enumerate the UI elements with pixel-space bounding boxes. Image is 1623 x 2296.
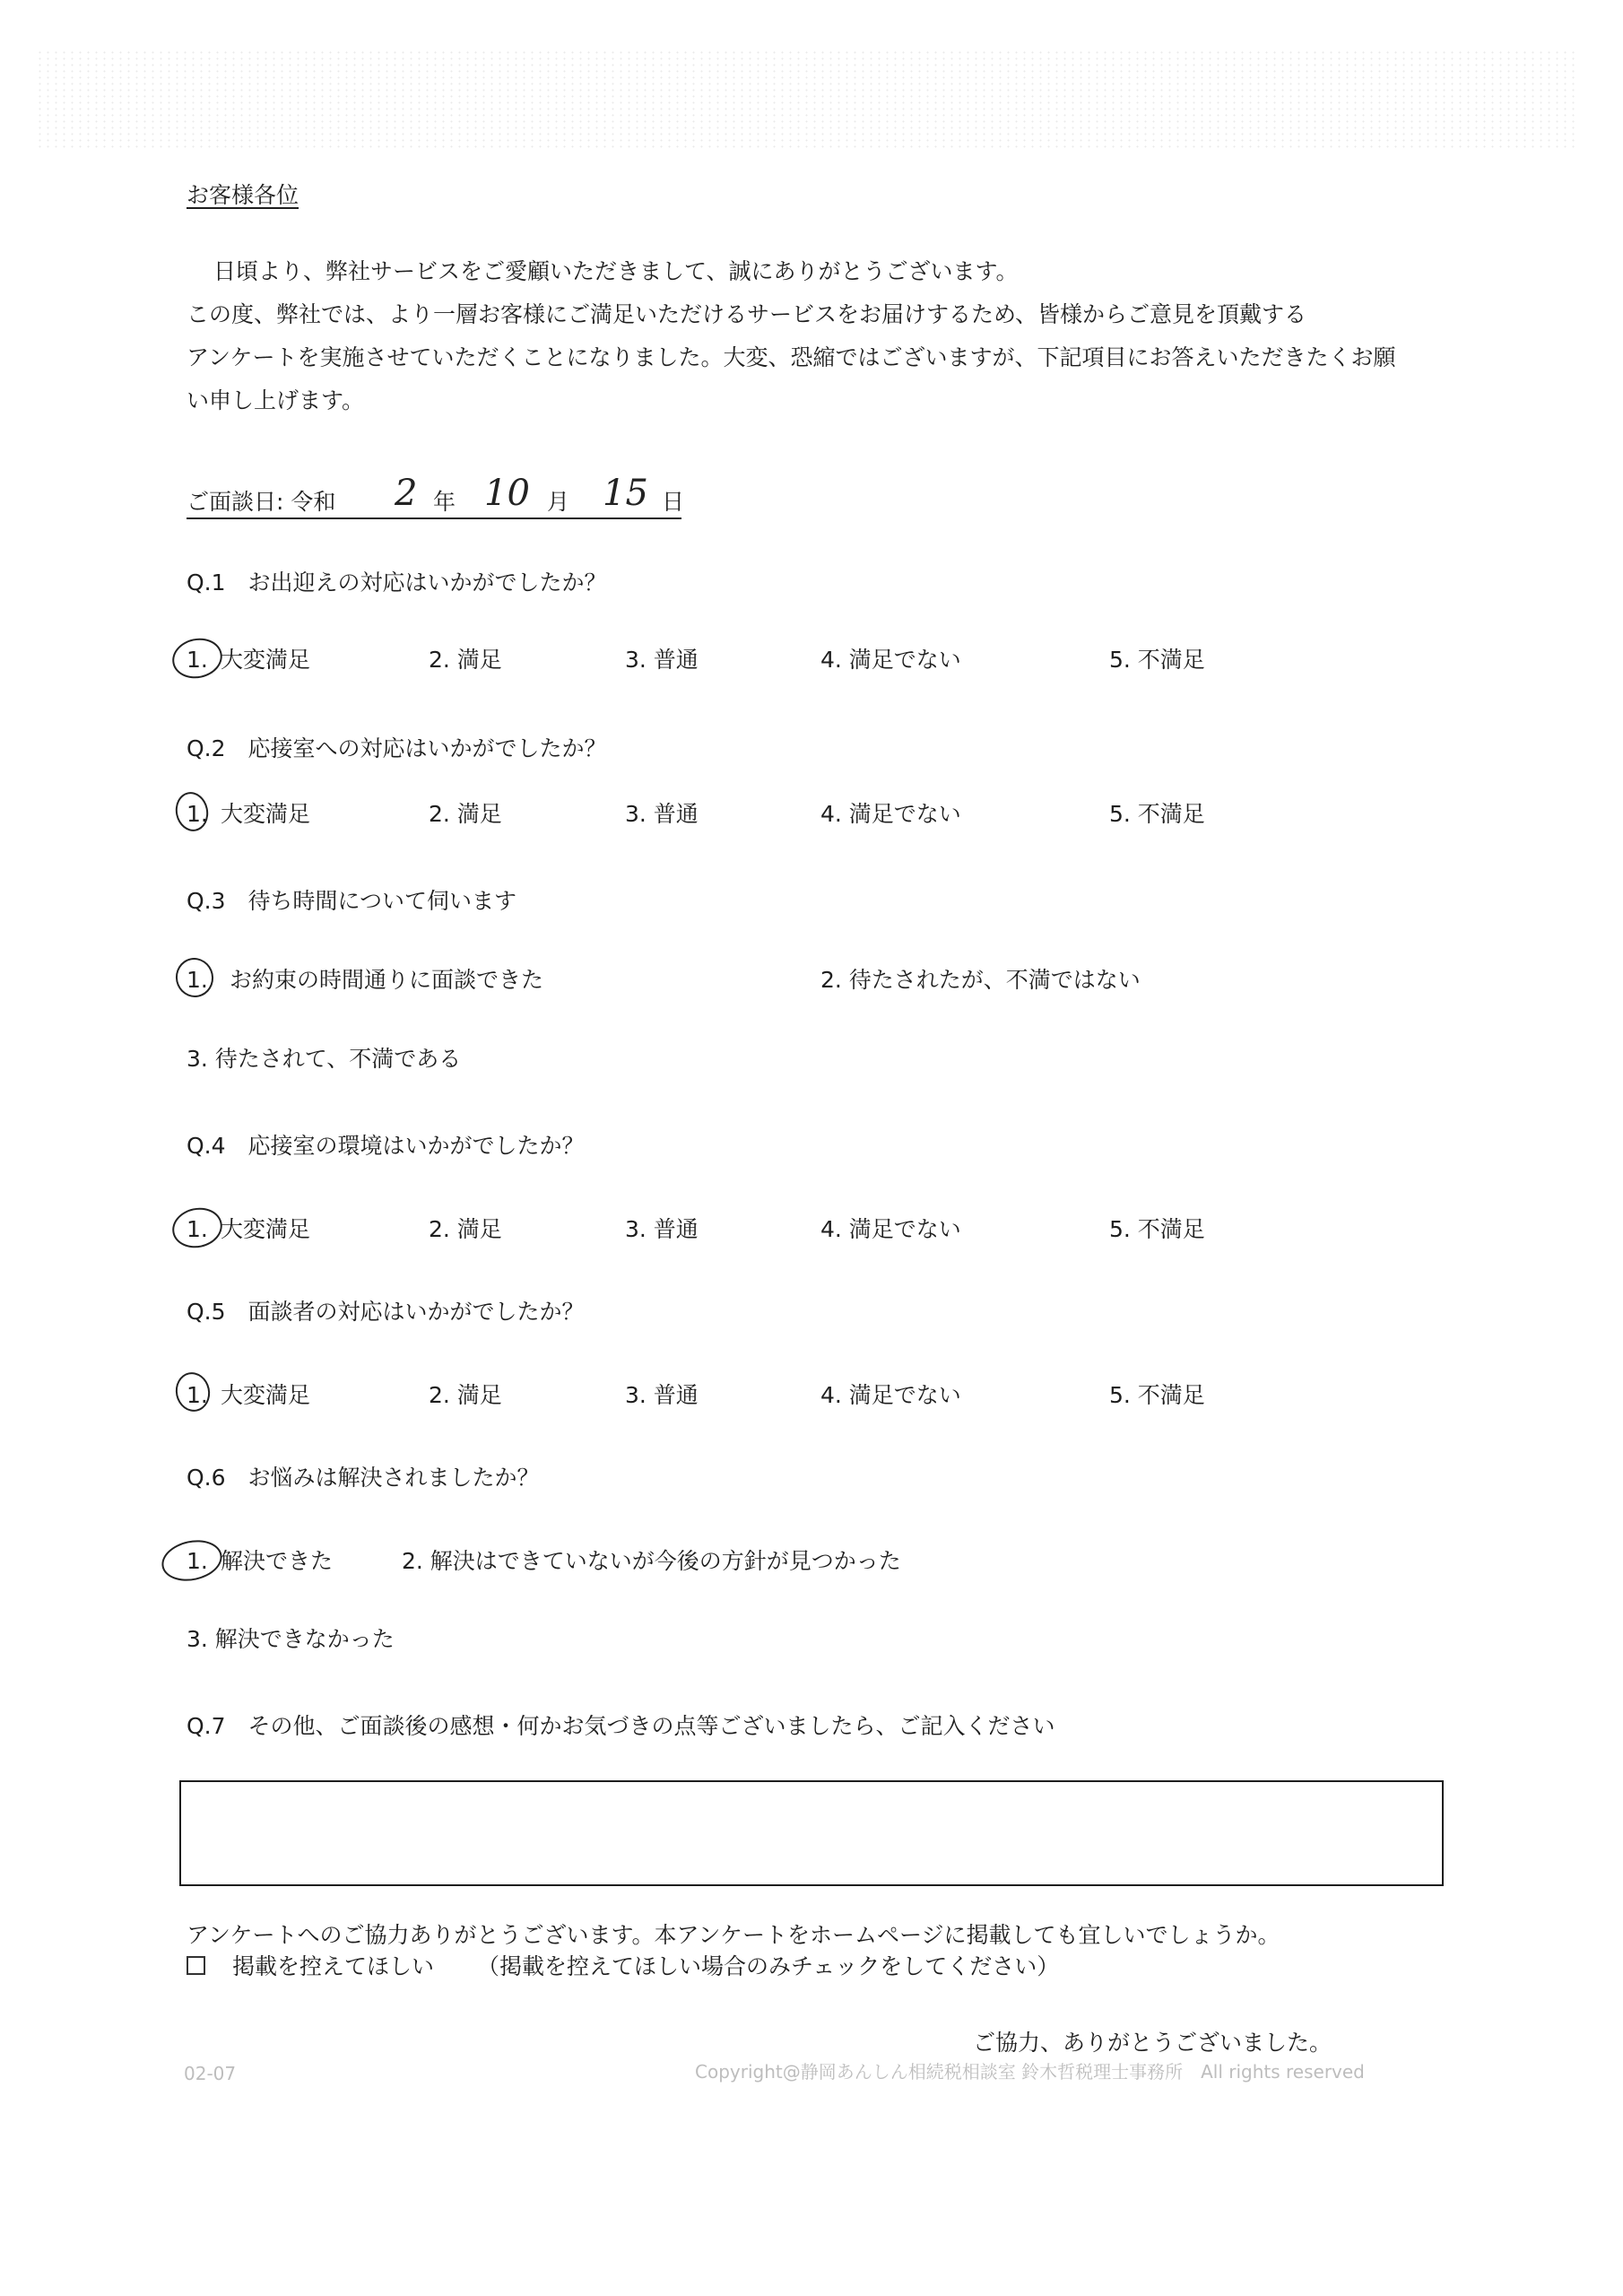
question-title: Q.3 待ち時間について伺います [187, 888, 517, 914]
q5-option-5[interactable]: 5. 不満足 [1109, 1382, 1205, 1408]
q4-option-5[interactable]: 5. 不満足 [1109, 1216, 1205, 1242]
greeting: お客様各位 [187, 182, 299, 208]
q4-option-3[interactable]: 3. 普通 [625, 1216, 699, 1242]
q5-option-1[interactable]: 大変満足 [221, 1382, 311, 1408]
question-title: Q.2 応接室への対応はいかがでしたか？ [187, 735, 607, 761]
publish-checkbox-label[interactable]: 掲載を控えてほしい [232, 1953, 435, 1979]
date-month-unit: 月 [547, 489, 570, 515]
q3-option-3[interactable]: 3. 待たされて、不満である [187, 1046, 462, 1072]
q1-option-3[interactable]: 3. 普通 [625, 647, 699, 673]
q5-option-4[interactable]: 4. 満足でない [820, 1382, 961, 1408]
q2-option-1[interactable]: 大変満足 [221, 801, 311, 827]
q1-option-4[interactable]: 4. 満足でない [820, 647, 961, 673]
question-title: Q.4 応接室の環境はいかがでしたか？ [187, 1133, 585, 1159]
comment-box[interactable] [179, 1780, 1444, 1886]
publish-question: アンケートへのご協力ありがとうございます。本アンケートをホームページに掲載しても宜しいでしょうか。 [187, 1922, 1280, 1948]
q2-option-4[interactable]: 4. 満足でない [820, 801, 961, 827]
q6-option-2[interactable]: 2. 解決はできていないが今後の方針が見つかった [402, 1548, 901, 1574]
date-year-unit: 年 [433, 489, 456, 515]
date-month-value[interactable]: 10 [484, 473, 530, 514]
q6-option-1[interactable]: 解決できた [221, 1548, 334, 1574]
q3-option-1-number[interactable]: 1. [187, 967, 208, 993]
publish-checkbox-row [187, 1955, 1059, 1978]
copyright: Copyright@静岡あんしん相続税相談室 鈴木哲税理士事務所 All rights reserved [695, 2061, 1365, 2083]
date-year-value[interactable]: 2 [395, 473, 418, 514]
q1-option-5[interactable]: 5. 不満足 [1109, 647, 1205, 673]
q2-option-2[interactable]: 2. 満足 [429, 801, 502, 827]
q5-option-1-number[interactable]: 1. [187, 1382, 208, 1408]
q3-option-1[interactable]: お約束の時間通りに面談できた [230, 967, 544, 993]
q1-option-1[interactable]: 大変満足 [221, 647, 311, 673]
q4-option-1[interactable]: 大変満足 [221, 1216, 311, 1242]
q5-option-2[interactable]: 2. 満足 [429, 1382, 502, 1408]
question-title: Q.6 お悩みは解決されましたか？ [187, 1465, 540, 1491]
form-code: 02-07 [184, 2063, 237, 2084]
intro-line: アンケートを実施させていただくことになりました。大変、恐縮ではございますが、下記項目にお答えいただきたくお願 [187, 344, 1396, 370]
q4-option-2[interactable]: 2. 満足 [429, 1216, 502, 1242]
q4-option-4[interactable]: 4. 満足でない [820, 1216, 961, 1242]
q1-option-1-number[interactable]: 1. [187, 647, 208, 673]
q2-option-1-number[interactable]: 1. [187, 801, 208, 827]
q6-option-3[interactable]: 3. 解決できなかった [187, 1626, 395, 1652]
intro-line: 日頃より、弊社サービスをご愛顧いただきまして、誠にありがとうございます。 [213, 258, 1019, 284]
question-title: Q.1 お出迎えの対応はいかがでしたか？ [187, 570, 607, 596]
q3-option-2[interactable]: 2. 待たされたが、不満ではない [820, 967, 1141, 993]
intro-line: い申し上げます。 [187, 387, 365, 413]
publish-checkbox[interactable] [187, 1956, 205, 1975]
date-underline [187, 517, 681, 519]
thanks-text: ご協力、ありがとうございました。 [973, 2030, 1332, 2056]
q2-option-5[interactable]: 5. 不満足 [1109, 801, 1205, 827]
question-title: Q.7 その他、ご面談後の感想・何かお気づきの点等ございましたら、ご記入ください [187, 1713, 1055, 1739]
date-day-unit: 日 [662, 489, 685, 515]
q4-option-1-number[interactable]: 1. [187, 1216, 208, 1242]
question-title: Q.5 面談者の対応はいかがでしたか？ [187, 1299, 585, 1325]
date-day-value[interactable]: 15 [603, 473, 648, 514]
date-label: ご面談日: 令和 [187, 489, 336, 515]
intro-paragraph [187, 260, 1442, 432]
scan-noise [36, 49, 1578, 148]
q6-option-1-number[interactable]: 1. [187, 1548, 208, 1574]
q5-option-3[interactable]: 3. 普通 [625, 1382, 699, 1408]
q2-option-3[interactable]: 3. 普通 [625, 801, 699, 827]
publish-note: （掲載を控えてほしい場合のみチェックをしてください） [477, 1953, 1060, 1979]
intro-line: この度、弊社では、より一層お客様にご満足いただけるサービスをお届けするため、皆様からご意見を頂戴する [187, 301, 1307, 327]
q1-option-2[interactable]: 2. 満足 [429, 647, 502, 673]
